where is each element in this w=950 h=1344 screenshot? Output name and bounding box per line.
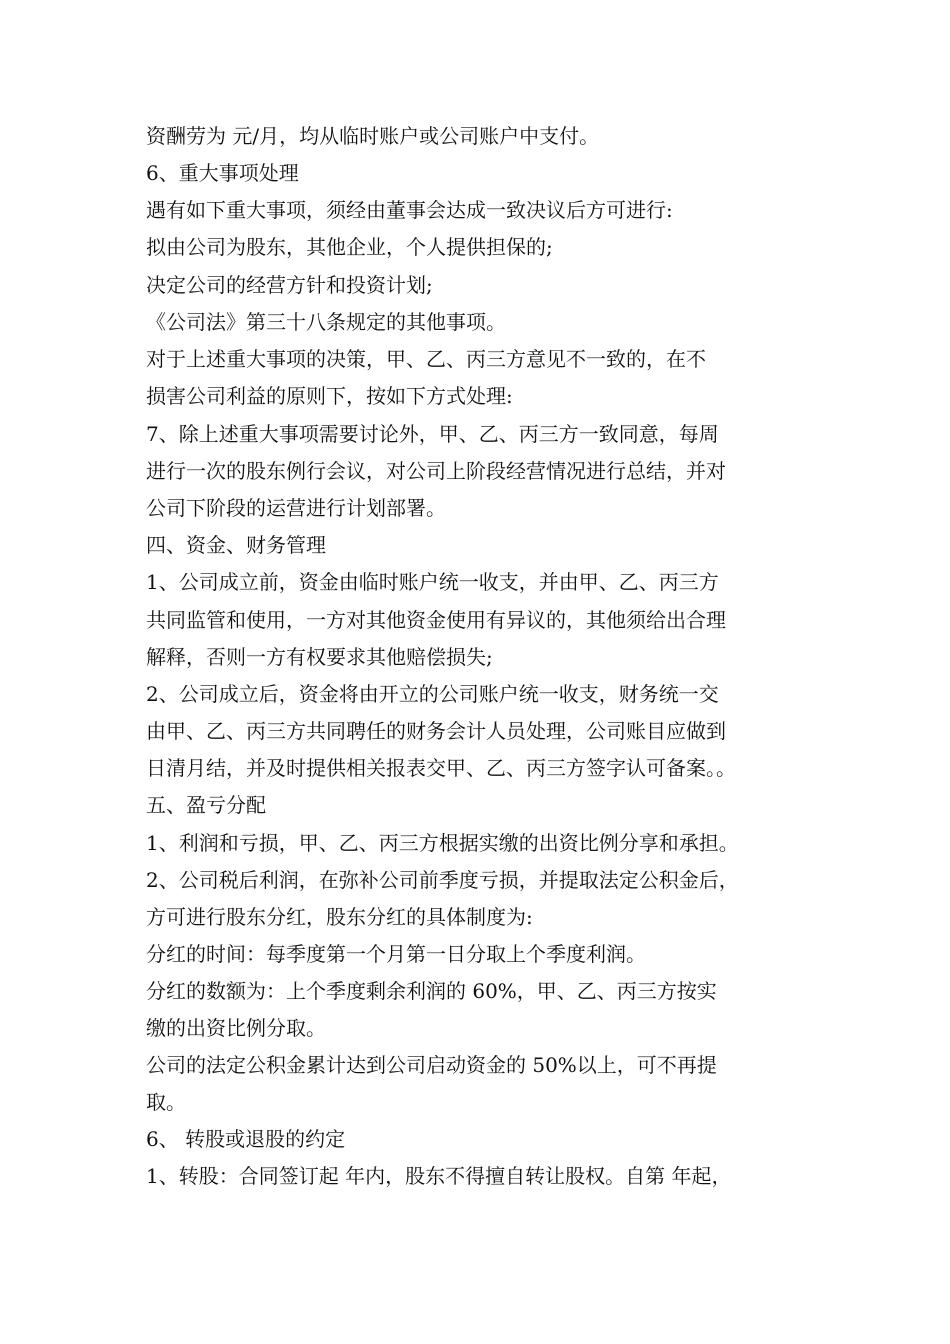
text-line: 拟由公司为股东，其他企业，个人提供担保的; — [146, 235, 553, 259]
text-line: 分红的数额为：上个季度剩余利润的 60%，甲、乙、丙三方按实 — [146, 979, 717, 1003]
text-line: 《公司法》第三十八条规定的其他事项。 — [146, 310, 506, 334]
text-line: 1、公司成立前，资金由临时账户统一收支，并由甲、乙、丙三方 — [146, 570, 719, 594]
text-line: 分红的时间：每季度第一个月第一日分取上个季度利润。 — [146, 942, 646, 966]
text-line: 对于上述重大事项的决策，甲、乙、丙三方意见不一致的，在不 — [146, 347, 706, 371]
text-line: 决定公司的经营方针和投资计划; — [146, 273, 433, 297]
text-line: 2、公司税后利润，在弥补公司前季度亏损，并提取法定公积金后， — [146, 868, 739, 892]
text-line: 解释，否则一方有权要求其他赔偿损失; — [146, 645, 493, 669]
text-line: 共同监管和使用，一方对其他资金使用有异议的，其他须给出合理 — [146, 608, 726, 632]
section-heading: 6、 转股或退股的约定 — [146, 1127, 346, 1151]
text-line: 资酬劳为 元/月，均从临时账户或公司账户中支付。 — [146, 124, 600, 148]
text-line: 1、利润和亏损，甲、乙、丙三方根据实缴的出资比例分享和承担。 — [146, 831, 739, 855]
text-line: 损害公司利益的原则下，按如下方式处理: — [146, 384, 513, 408]
text-line: 1、转股：合同签订起 年内，股东不得擅自转让股权。自第 年起， — [146, 1164, 732, 1188]
text-line: 缴的出资比例分取。 — [146, 1016, 326, 1040]
text-line: 由甲、乙、丙三方共同聘任的财务会计人员处理，公司账目应做到 — [146, 719, 726, 743]
text-line: 取。 — [146, 1090, 186, 1114]
text-line: 公司下阶段的运营进行计划部署。 — [146, 496, 446, 520]
text-line: 遇有如下重大事项，须经由董事会达成一致决议后方可进行: — [146, 198, 673, 222]
text-line: 进行一次的股东例行会议，对公司上阶段经营情况进行总结，并对 — [146, 459, 726, 483]
text-line: 7、除上述重大事项需要讨论外，甲、乙、丙三方一致同意，每周 — [146, 422, 719, 446]
text-line: 方可进行股东分红，股东分红的具体制度为: — [146, 905, 533, 929]
section-heading: 五、盈亏分配 — [146, 793, 266, 817]
text-line: 2、公司成立后，资金将由开立的公司账户统一收支，财务统一交 — [146, 682, 719, 706]
text-line: 日清月结，并及时提供相关报表交甲、乙、丙三方签字认可备案。。 — [146, 756, 736, 780]
text-line: 公司的法定公积金累计达到公司启动资金的 50%以上，可不再提 — [146, 1053, 717, 1077]
section-heading: 四、资金、财务管理 — [146, 533, 326, 557]
section-heading: 6、重大事项处理 — [146, 161, 299, 185]
